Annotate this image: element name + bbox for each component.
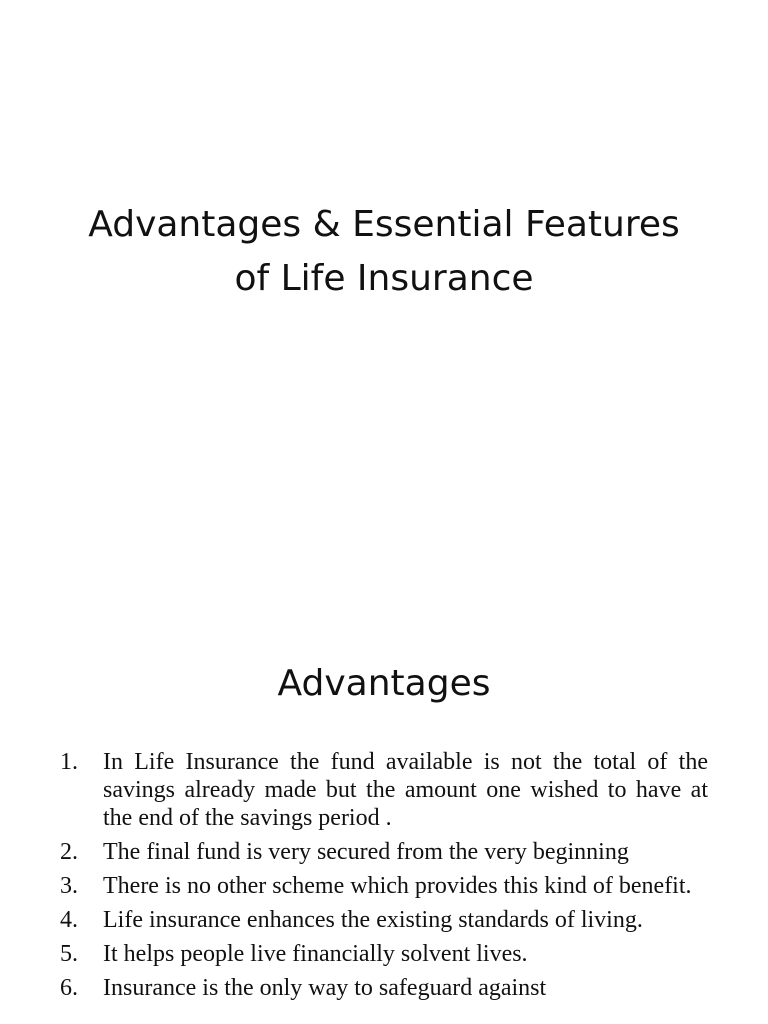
list-item-number: 3. [60, 873, 78, 899]
advantages-list [60, 748, 708, 1008]
list-item-number: 6. [60, 975, 78, 1001]
list-item-text: Life insurance enhances the existing standards of living. [103, 907, 643, 933]
list-item-text: In Life Insurance the fund available is not the total of the savings already made but the amount one wished to have at the end of the savings period . [103, 749, 708, 831]
list-item-number: 1. [60, 749, 78, 775]
list-item-text: Insurance is the only way to safeguard against [103, 975, 547, 1001]
list-item-text: The final fund is very secured from the very beginning [103, 839, 629, 865]
slide-title [40, 198, 728, 306]
advantages-heading: Advantages [277, 663, 491, 704]
slide-title-line-2: of Life Insurance [234, 258, 534, 299]
list-item [60, 906, 708, 934]
list-item [60, 872, 708, 900]
list-item [60, 940, 708, 968]
list-item-number: 4. [60, 907, 78, 933]
list-item [60, 838, 708, 866]
list-item-number: 5. [60, 941, 78, 967]
list-item-text: There is no other scheme which provides this kind of benefit. [103, 873, 692, 899]
list-item-number: 2. [60, 839, 78, 865]
list-item [60, 974, 708, 1002]
advantages-slide [0, 576, 768, 1024]
slide-title-line-1: Advantages & Essential Features [88, 204, 680, 245]
list-item-text: It helps people live financially solvent lives. [103, 941, 528, 967]
list-item [60, 748, 708, 832]
